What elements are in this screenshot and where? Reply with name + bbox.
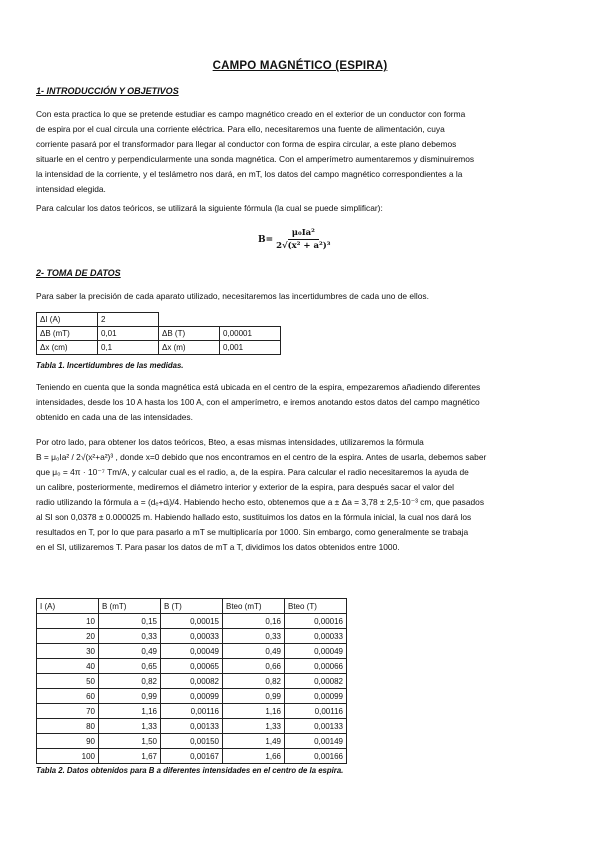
table-cell: 0,33 — [223, 629, 285, 644]
table-cell: 0,00015 — [161, 614, 223, 629]
intro-line: intensidad elegida. — [36, 184, 106, 194]
table-cell: 0,66 — [223, 659, 285, 674]
table-cell: 90 — [37, 734, 99, 749]
table-cell: ΔI (A) — [37, 313, 98, 327]
table-cell: 1,67 — [99, 749, 161, 764]
uncertainty-table — [36, 312, 281, 355]
table-cell: 0,00049 — [285, 644, 347, 659]
theory-line: radio utilizando la fórmula a = (dₑ+dᵢ)/4. Habiendo hecho esto, obtenemos que a ± Δa = 3,78 ± 2,5·10⁻³ cm, que pasados — [36, 497, 485, 507]
table-cell: 1,33 — [223, 719, 285, 734]
table-cell-empty — [159, 313, 220, 327]
table-cell: 0,15 — [99, 614, 161, 629]
magnetic-field-formula — [258, 228, 331, 251]
table-row — [37, 719, 347, 734]
table-cell: 0,00167 — [161, 749, 223, 764]
table-header-cell: Bteo (mT) — [223, 599, 285, 614]
table-row — [37, 313, 281, 327]
table-cell: 0,00150 — [161, 734, 223, 749]
section-heading-intro: 1- INTRODUCCIÓN Y OBJETIVOS — [36, 86, 179, 96]
formula-denominator: 2√(x² + a²)³ — [276, 241, 331, 251]
intro-line: Con esta practica lo que se pretende estudiar es campo magnético creado en el exterior de un conductor con forma — [36, 109, 466, 119]
table-cell: 0,00099 — [161, 689, 223, 704]
table-cell: 100 — [37, 749, 99, 764]
table-cell: 1,16 — [223, 704, 285, 719]
precision-intro: Para saber la precisión de cada aparato utilizado, necesitaremos las incertidumbres de cada uno de ellos. — [36, 291, 429, 301]
table-cell: 0,49 — [99, 644, 161, 659]
formula-fraction — [276, 228, 330, 251]
table-cell: 50 — [37, 674, 99, 689]
table-cell: 2 — [98, 313, 159, 327]
table-cell: 0,00033 — [161, 629, 223, 644]
table-cell: 0,00033 — [285, 629, 347, 644]
table-cell: 1,49 — [223, 734, 285, 749]
table-header-cell: I (A) — [37, 599, 99, 614]
table-cell: 0,99 — [99, 689, 161, 704]
procedure-paragraph — [36, 380, 564, 425]
table-cell: 0,33 — [99, 629, 161, 644]
table-row — [37, 749, 347, 764]
formula-numerator: μ₀Ia² — [288, 228, 319, 240]
theory-line: en el SI, utilizaremos T. Para pasar los datos de mT a T, dividimos los datos obtenidos entre 1000. — [36, 542, 400, 552]
table-header-cell: B (T) — [161, 599, 223, 614]
table-cell: 0,00082 — [285, 674, 347, 689]
table-row — [37, 614, 347, 629]
table-row — [37, 659, 347, 674]
formula-lhs: B= — [258, 234, 274, 245]
intro-line: de espira por el cual circula una corriente eléctrica. Para ello, necesitaremos una fuente de alimentación, cuya — [36, 124, 445, 134]
table-cell: 0,00001 — [220, 327, 281, 341]
table-cell: 0,00133 — [285, 719, 347, 734]
measurements-table — [36, 598, 347, 764]
table-cell: 1,16 — [99, 704, 161, 719]
intro-line: corriente pasará por el transformador para llegar al conductor con forma de espira circular, a este plano debemos — [36, 139, 457, 149]
table-row — [37, 674, 347, 689]
table-cell: 40 — [37, 659, 99, 674]
table-cell: 0,00082 — [161, 674, 223, 689]
intro-line: la intensidad de la corriente, y el teslámetro nos dará, en mT, los datos del campo magnético correspondientes a la — [36, 169, 463, 179]
table-cell: 0,82 — [223, 674, 285, 689]
table-header-row — [37, 599, 347, 614]
table-header-cell: B (mT) — [99, 599, 161, 614]
table-row — [37, 734, 347, 749]
table-cell: 60 — [37, 689, 99, 704]
table-cell: 0,1 — [98, 341, 159, 355]
table2-caption: Tabla 2. Datos obtenidos para B a diferentes intensidades en el centro de la espira. — [36, 766, 344, 775]
document-title: CAMPO MAGNÉTICO (ESPIRA) — [212, 60, 388, 72]
table-cell: Δx (cm) — [37, 341, 98, 355]
table-row — [37, 644, 347, 659]
table-cell: 1,50 — [99, 734, 161, 749]
table-cell: 0,00099 — [285, 689, 347, 704]
table1-caption: Tabla 1. Incertidumbres de las medidas. — [36, 361, 184, 370]
table-cell: 0,82 — [99, 674, 161, 689]
table-cell: Δx (m) — [159, 341, 220, 355]
table-cell: 0,00116 — [285, 704, 347, 719]
table-cell: 0,00166 — [285, 749, 347, 764]
table-cell: 0,00065 — [161, 659, 223, 674]
table-cell-empty — [220, 313, 281, 327]
theory-line: que μ₀ = 4π · 10⁻⁷ Tm/A, y calcular cual es el radio, a, de la espira. Para calcular el radio necesitaremos la ayuda de — [36, 467, 469, 477]
theory-line: resultados en T, por lo que para pasarlo a mT se multiplicaría por 1000. Sin embargo, como generalmente se trabaja — [36, 527, 469, 537]
procedure-line: obtenido en cada una de las intensidades. — [36, 412, 193, 422]
intro-paragraph — [36, 107, 564, 197]
formula-intro: Para calcular los datos teóricos, se utilizará la siguiente fórmula (la cual se puede simplificar): — [36, 203, 383, 213]
table-cell: 0,00016 — [285, 614, 347, 629]
table-cell: 0,49 — [223, 644, 285, 659]
theory-line: al SI son 0,0378 ± 0.000025 m. Habiendo hallado esto, sustituimos los datos en la fórmula inicial, la cual nos dará los — [36, 512, 472, 522]
theory-line: B = μ₀Ia² / 2√(x²+a²)³ , donde x=0 debido que nos encontramos en el centro de la espira. Antes de usarla, debemos saber — [36, 452, 487, 462]
table-cell: 30 — [37, 644, 99, 659]
procedure-line: Teniendo en cuenta que la sonda magnética está ubicada en el centro de la espira, empezaremos añadiendo diferentes — [36, 382, 481, 392]
table-cell: ΔB (mT) — [37, 327, 98, 341]
table-row — [37, 629, 347, 644]
table-cell: 10 — [37, 614, 99, 629]
table-cell: 0,00066 — [285, 659, 347, 674]
table-cell: ΔB (T) — [159, 327, 220, 341]
table-row — [37, 341, 281, 355]
table-cell: 0,00049 — [161, 644, 223, 659]
table-cell: 0,00149 — [285, 734, 347, 749]
theory-line: Por otro lado, para obtener los datos teóricos, Bteo, a esas mismas intensidades, utilizaremos la fórmula — [36, 437, 424, 447]
table-cell: 0,01 — [98, 327, 159, 341]
table-cell: 0,99 — [223, 689, 285, 704]
table-cell: 0,00133 — [161, 719, 223, 734]
table-cell: 1,33 — [99, 719, 161, 734]
table-row — [37, 327, 281, 341]
table-row — [37, 704, 347, 719]
procedure-line: intensidades, desde los 10 A hasta los 100 A, con el amperímetro, e iremos anotando estos datos del campo magnético — [36, 397, 480, 407]
table-cell: 70 — [37, 704, 99, 719]
table-cell: 1,66 — [223, 749, 285, 764]
table-header-cell: Bteo (T) — [285, 599, 347, 614]
intro-line: situarle en el centro y perpendicularmente una sonda magnética. Con el amperímetro aumentaremos y disminuiremos — [36, 154, 475, 164]
table-cell: 0,16 — [223, 614, 285, 629]
table-cell: 20 — [37, 629, 99, 644]
table-cell: 80 — [37, 719, 99, 734]
table-cell: 0,65 — [99, 659, 161, 674]
section-heading-data: 2- TOMA DE DATOS — [36, 268, 121, 278]
theory-paragraph — [36, 435, 564, 555]
theory-line: un calibre, posteriormente, mediremos el diámetro interior y exterior de la espira, para después sacar el valor del — [36, 482, 455, 492]
table-cell: 0,00116 — [161, 704, 223, 719]
table-row — [37, 689, 347, 704]
table-cell: 0,001 — [220, 341, 281, 355]
